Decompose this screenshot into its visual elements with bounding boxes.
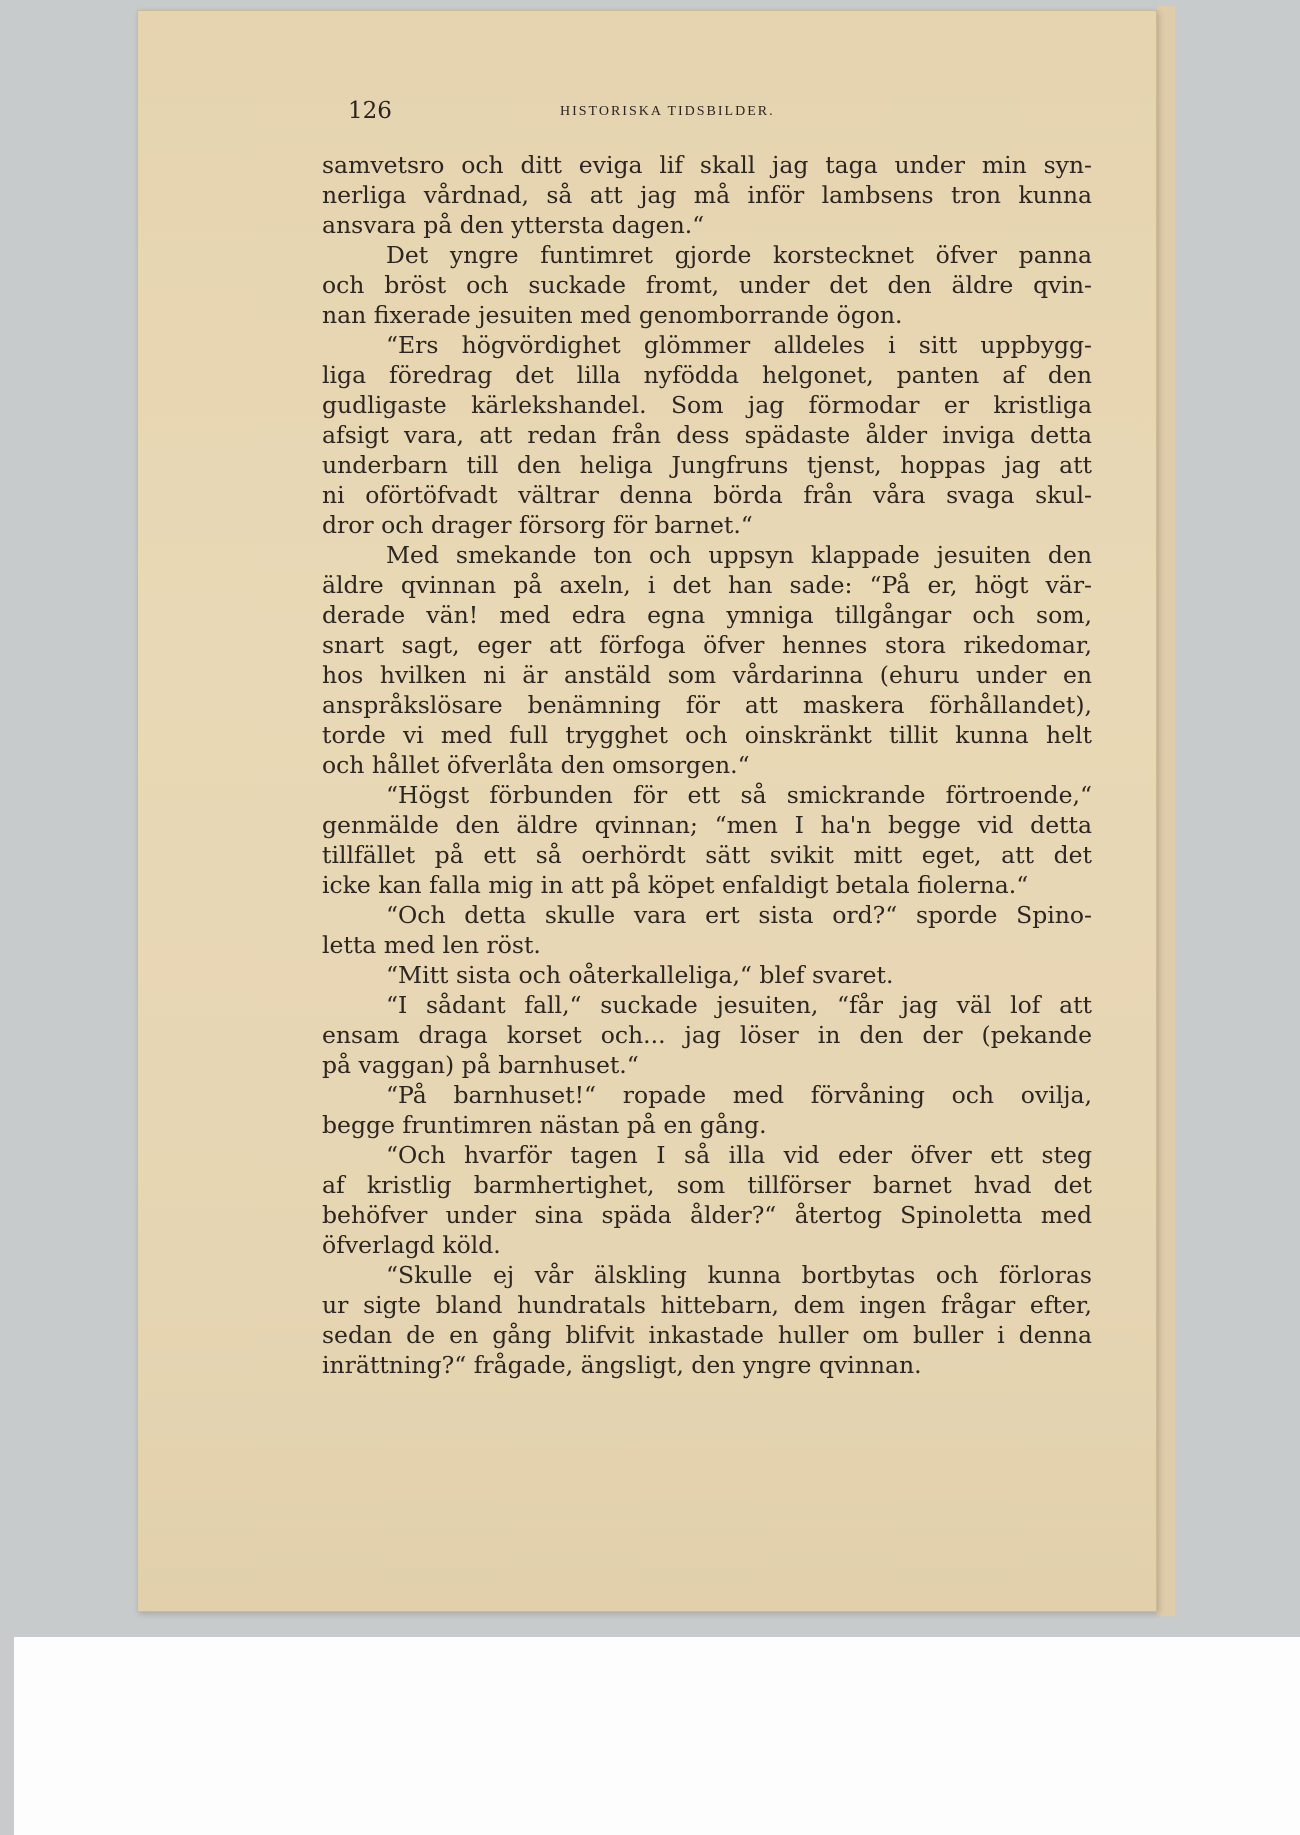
text-line: sedan de en gång blifvit inkastade huller om buller i denna [322,1321,1092,1349]
text-line: ur sigte bland hundratals hittebarn, dem ingen frågar efter, [322,1291,1092,1319]
text-line: och bröst och suckade fromt, under det den äldre qvin- [322,271,1092,299]
scan-background [14,1637,1300,1835]
text-line: nan fixerade jesuiten med genomborrande ögon. [322,301,903,329]
text-line: “Högst förbunden för ett så smickrande förtroende,“ [386,781,1092,809]
text-line: liga föredrag det lilla nyfödda helgonet, panten af den [322,361,1092,389]
text-line: äldre qvinnan på axeln, i det han sade: “På er, högt vär- [322,571,1092,599]
text-line: dror och drager försorg för barnet.“ [322,511,753,539]
body-text [322,150,1092,1380]
text-line: “Skulle ej vår älskling kunna bortbytas och förloras [386,1261,1092,1289]
text-line: “Mitt sista och oåterkalleliga,“ blef svaret. [386,961,894,989]
text-line: af kristlig barmhertighet, som tillförser barnet hvad det [322,1171,1092,1199]
text-line: afsigt vara, att redan från dess spädaste ålder inviga detta [322,421,1092,449]
text-line: öfverlagd köld. [322,1231,501,1259]
page-number: 126 [348,98,392,124]
text-line: och hållet öfverlåta den omsorgen.“ [322,751,750,779]
text-line: begge fruntimren nästan på en gång. [322,1111,767,1139]
text-line: nerliga vårdnad, så att jag må inför lambsens tron kunna [322,181,1092,209]
text-line: ensam draga korset och... jag löser in den der (pekande [322,1021,1092,1049]
text-line: icke kan falla mig in att på köpet enfaldigt betala fiolerna.“ [322,871,1029,899]
text-line: genmälde den äldre qvinnan; “men I ha'n begge vid detta [322,811,1092,839]
text-line: gudligaste kärlekshandel. Som jag förmodar er kristliga [322,391,1092,419]
text-line: Det yngre funtimret gjorde korstecknet öfver panna [386,241,1092,269]
text-line: anspråkslösare benämning för att maskera förhållandet), [322,691,1092,719]
text-line: “På barnhuset!“ ropade med förvåning och ovilja, [386,1081,1092,1109]
text-line: på vaggan) på barnhuset.“ [322,1051,639,1079]
text-line: Med smekande ton och uppsyn klappade jesuiten den [386,541,1092,569]
text-line: “Och detta skulle vara ert sista ord?“ sporde Spino- [386,901,1092,929]
text-line: samvetsro och ditt eviga lif skall jag taga under min syn- [322,151,1092,179]
text-line: derade vän! med edra egna ymniga tillgångar och som, [322,601,1092,629]
text-line: ansvara på den yttersta dagen.“ [322,211,705,239]
text-line: “Ers högvördighet glömmer alldeles i sitt uppbygg- [386,331,1092,359]
text-line: tillfället på ett så oerhördt sätt svikit mitt eget, att det [322,841,1092,869]
page-edge [1157,6,1175,1616]
text-line: snart sagt, eger att förfoga öfver hennes stora rikedomar, [322,631,1092,659]
text-line: ni oförtöfvadt vältrar denna börda från våra svaga skul- [322,481,1092,509]
page-header [348,98,1048,134]
text-line: “I sådant fall,“ suckade jesuiten, “får jag väl lof att [386,991,1092,1019]
text-line: behöfver under sina späda ålder?“ återtog Spinoletta med [322,1201,1092,1229]
text-line: letta med len röst. [322,931,541,959]
text-line: “Och hvarför tagen I så illa vid eder öfver ett steg [386,1141,1092,1169]
running-title: HISTORISKA TIDSBILDER. [560,104,775,119]
text-line: inrättning?“ frågade, ängsligt, den yngre qvinnan. [322,1351,922,1379]
text-line: underbarn till den heliga Jungfruns tjenst, hoppas jag att [322,451,1092,479]
text-line: torde vi med full trygghet och oinskränkt tillit kunna helt [322,721,1092,749]
text-line: hos hvilken ni är anstäld som vårdarinna (ehuru under en [322,661,1092,689]
